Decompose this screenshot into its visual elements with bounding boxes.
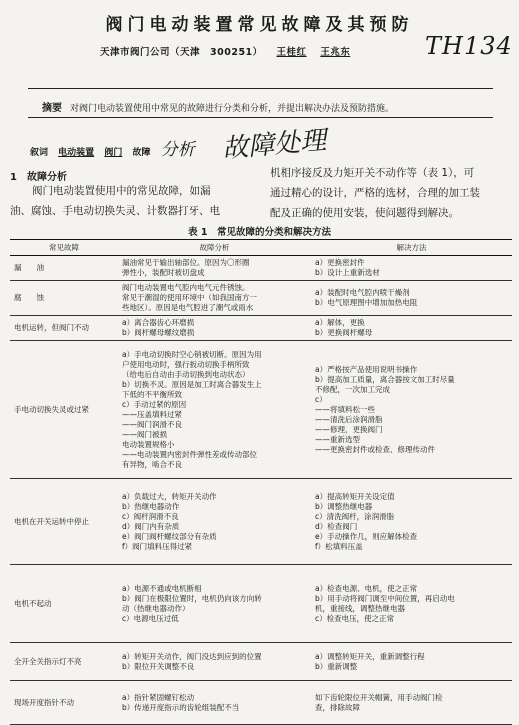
fault-cell: 电机在开关运转中停止 (10, 479, 118, 565)
analysis-line: 下低的不平衡所致 (122, 389, 182, 399)
analysis-cell (118, 681, 311, 725)
solution-line: a）更换密封件 (315, 258, 365, 267)
analysis-line: ——压盖填料过紧 (122, 409, 182, 419)
solution-cell (311, 479, 512, 565)
solution-cell (311, 341, 512, 479)
fault-cell: 腐 蚀 (10, 281, 118, 316)
analysis-cell (118, 341, 311, 479)
para-left-line-1: 阀门电动装置使用中的常见故障，如漏 (32, 185, 211, 197)
analysis-line: a）负载过大，转矩开关动作 (122, 491, 217, 501)
fault-table (10, 239, 512, 725)
analysis-line: ——阀门被损 (122, 429, 167, 439)
table-row (10, 643, 512, 681)
analysis-line: （给电后自动由手动切换到电动状态） (122, 369, 250, 379)
analysis-line: c）阀杆润滑不良 (122, 511, 179, 521)
solution-cell (311, 316, 512, 341)
keyword-1: 电动装置 (58, 148, 95, 158)
fault-cell: 电机不起动 (10, 565, 118, 643)
solution-line: 查，排除故障 (315, 702, 360, 712)
analysis-line: 阀门电动装置电气腔内电气元件锈蚀。 (122, 283, 250, 292)
analysis-line: b）阀杆螺母螺纹磨损 (122, 328, 195, 337)
handwritten-keyword-2: 故障处理 (221, 125, 328, 165)
solution-line: b）重新调整 (315, 661, 358, 671)
table-row (10, 316, 512, 341)
analysis-line: c）手动过紧的原因 (122, 399, 187, 409)
affiliation: 天津市阀门公司（天津 300251） (100, 47, 263, 58)
fault-cell: 漏 油 (10, 256, 118, 281)
solution-line: a）检查电源、电机，使之正常 (315, 583, 418, 593)
solution-line: ——更换密封件或检查、修理传动件 (315, 444, 435, 454)
analysis-line: 电动装置规格小 (122, 439, 175, 449)
fault-cell: 手电动切换失灵或过紧 (10, 341, 118, 479)
solution-line: b）提高加工质量，离合器按文加工时尽量 (315, 374, 455, 384)
abstract (42, 99, 394, 114)
analysis-line: 有异物，啮合不良 (122, 459, 182, 469)
author-2: 王兆东 (320, 47, 351, 58)
paper-title: 阀门电动装置常见故障及其预防 (105, 15, 414, 35)
table-row (10, 256, 512, 281)
analysis-line: a）电源不通或电机断相 (122, 583, 202, 593)
analysis-line: 动（热继电器动作） (122, 603, 190, 613)
solution-cell (311, 281, 512, 316)
table-header-row (10, 240, 512, 256)
abstract-text: 对阀门电动装置使用中常见的故障进行分类和分析，并提出解决办法及预防措施。 (70, 104, 395, 114)
solution-line: b）更换阀杆螺母 (315, 328, 373, 337)
para-right-line-2: 通过精心的设计，严格的选材，合理的加工装 (270, 187, 480, 199)
analysis-line: 户使用电动时，强行扳动切换手柄所致 (122, 359, 250, 369)
analysis-line: a）转矩开关动作，阀门没达到应到的位置 (122, 651, 262, 661)
analysis-line: 漏油常见于输出轴部位。原因为〇形圈 (122, 258, 250, 267)
analysis-line: c）电源电压过低 (122, 613, 179, 623)
solution-line: c）清洗阀杆，涂润滑脂 (315, 511, 395, 521)
solution-line: ——将填料松一些 (315, 404, 375, 414)
analysis-cell (118, 281, 311, 316)
solution-line: 不修配，一次加工完成 (315, 384, 390, 394)
analysis-line: ——电动装置内密封件弹性差或传动部位 (122, 449, 257, 459)
analysis-line: a）离合器齿心环磨损 (122, 318, 195, 327)
analysis-line: b）限位开关调整不良 (122, 661, 195, 671)
solution-line: c） (315, 394, 327, 404)
table-row (10, 681, 512, 725)
solution-line: ——重新选型 (315, 434, 360, 444)
handwritten-keyword-1: 分析 (160, 140, 195, 160)
solution-cell (311, 256, 512, 281)
keywords (30, 135, 202, 160)
analysis-cell (118, 643, 311, 681)
solution-cell (311, 681, 512, 725)
analysis-line: b）阀门在极限位置时，电机仍向该方向转 (122, 593, 262, 603)
analysis-cell (118, 479, 311, 565)
solution-line: b）用手动将阀门调至中间位置，再启动电 (315, 593, 455, 603)
solution-line: ——清洗后涂润滑脂 (315, 414, 383, 424)
fault-cell: 电机运转，但阀门不动 (10, 316, 118, 341)
para-right-line-1: 机相序接反及力矩开关不动作等（表 1），可 (270, 167, 475, 179)
solution-cell (311, 643, 512, 681)
keywords-label: 叙词 (30, 148, 49, 158)
analysis-line: f）阀门填料压得过紧 (122, 541, 193, 551)
top-rule (28, 88, 493, 89)
solution-line: b）电气原理图中增加加热电阻 (315, 298, 418, 307)
analysis-line: b）热继电器动作 (122, 501, 180, 511)
solution-line: 机，重接线，调整热继电器 (315, 603, 405, 613)
analysis-line: 些地区）。原因是电气腔进了潮气或雨水 (122, 303, 254, 312)
para-right-line-3: 配及正确的使用安装，使问题得到解决。 (270, 207, 459, 219)
section-heading: 1 故障分析 (10, 172, 67, 183)
table-row (10, 281, 512, 316)
table-row (10, 565, 512, 643)
author-1: 王桂红 (276, 47, 307, 58)
fault-cell: 全开全关指示灯不亮 (10, 643, 118, 681)
para-left-line-2: 油、腐蚀、手电动切换失灵、计数器打牙、电 (10, 205, 220, 217)
analysis-line: a）指针紧固螺钉松动 (122, 692, 195, 702)
abstract-rule (28, 117, 493, 118)
analysis-line: a）手电动切换时空心销被切断。原因为用 (122, 349, 262, 359)
solution-line: b）设计上重新选材 (315, 268, 380, 277)
solution-line: d）检查阀门 (315, 521, 358, 531)
keyword-2: 阀门 (104, 148, 123, 158)
solution-line: c）检查电压，使之正常 (315, 613, 395, 623)
table-row (10, 479, 512, 565)
analysis-cell (118, 565, 311, 643)
analysis-cell (118, 256, 311, 281)
solution-line: ——修理，更换阀门 (315, 424, 383, 434)
solution-line: a）严格按产品使用说明书操作 (315, 364, 418, 374)
analysis-cell (118, 316, 311, 341)
solution-line: e）手动操作几，则应解体检查 (315, 531, 418, 541)
analysis-line: 常见于潮湿的使用环境中（如我国南方一 (122, 293, 257, 302)
solution-line: a）调整转矩开关，重新调整行程 (315, 651, 425, 661)
fault-cell: 现场开度指针不动 (10, 681, 118, 725)
header-analysis: 故障分析 (118, 240, 311, 256)
solution-cell (311, 565, 512, 643)
paragraph-left (10, 181, 260, 221)
analysis-line: e）阀门阀杆螺纹部分有杂质 (122, 531, 217, 541)
keyword-3: 故障 (132, 148, 151, 158)
solution-line: 如下齿轮限位开关帽簧，用手动阀门检 (315, 692, 443, 702)
solution-line: a）装配时电气腔内喷干燥剂 (315, 288, 410, 297)
header-fault: 常见故障 (10, 240, 118, 256)
solution-line: f）松填料压盖 (315, 541, 363, 551)
table-row (10, 341, 512, 479)
table-caption: 表 1 常见故障的分类和解决方法 (188, 227, 331, 238)
analysis-line: b）传递开度指示的齿轮组装配不当 (122, 702, 240, 712)
abstract-label: 摘要 (42, 103, 62, 114)
handwritten-code: TH134 (425, 32, 513, 60)
solution-line: a）解体，更换 (315, 318, 365, 327)
analysis-line: d）阀门内有杂质 (122, 521, 180, 531)
affiliation-line (100, 44, 350, 58)
header-solution: 解决方法 (311, 240, 512, 256)
analysis-line: ——阀门润滑不良 (122, 419, 182, 429)
analysis-line: 弹性小，装配时被切盘成 (122, 268, 205, 277)
paragraph-right (270, 163, 510, 223)
analysis-line: b）切换不灵。原因是加工时离合器发生上 (122, 379, 262, 389)
solution-line: a）提高转矩开关设定值 (315, 491, 395, 501)
solution-line: b）调整热继电器 (315, 501, 373, 511)
